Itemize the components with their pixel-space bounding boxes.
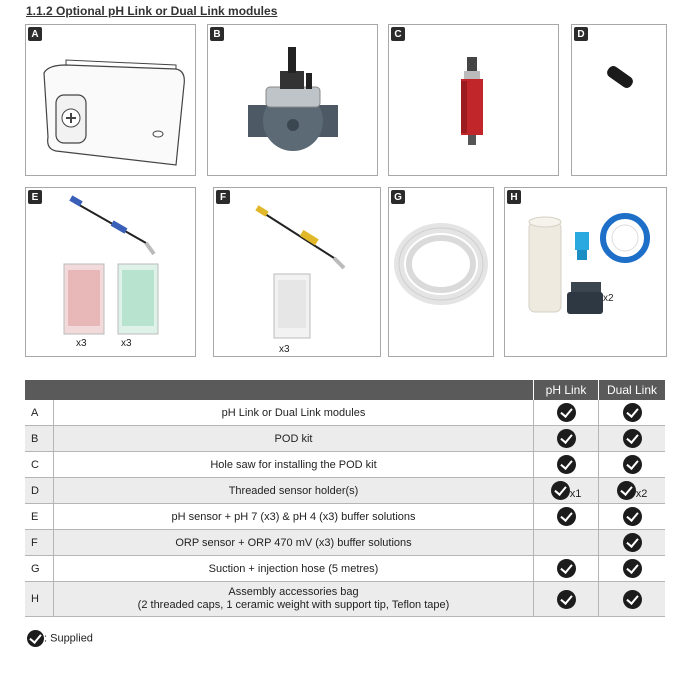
- panel-f: [213, 187, 381, 357]
- legend-text: : Supplied: [44, 632, 93, 645]
- row-description: [54, 582, 534, 617]
- quantity-label: x1: [569, 488, 582, 500]
- row-letter: G: [25, 556, 54, 582]
- check-circle-icon: [27, 630, 44, 647]
- ph-link-cell: [534, 556, 599, 582]
- row-letter: E: [25, 504, 54, 530]
- ph-link-cell: [534, 582, 599, 617]
- row-letter: F: [25, 530, 54, 556]
- dual-link-cell: [599, 556, 666, 582]
- dual-link-cell: [599, 530, 666, 556]
- check-circle-icon: [623, 507, 642, 526]
- row-letter: A: [25, 400, 54, 426]
- module-housing-image: [26, 25, 195, 175]
- check-circle-icon: [557, 559, 576, 578]
- row-letter: C: [25, 452, 54, 478]
- check-circle-icon: [557, 403, 576, 422]
- row-description: pH sensor + pH 7 (x3) & pH 4 (x3) buffer solutions: [54, 504, 534, 530]
- orp-sensor-image: [214, 188, 380, 356]
- table-row: [25, 478, 665, 504]
- row-description: Hole saw for installing the POD kit: [54, 452, 534, 478]
- ph-link-cell: [534, 530, 599, 556]
- sensor-holder-image: [572, 25, 666, 175]
- table-row: [25, 530, 665, 556]
- check-circle-icon: [623, 455, 642, 474]
- dual-link-cell: [599, 452, 666, 478]
- row-letter: H: [25, 582, 54, 617]
- dual-link-cell: [599, 478, 666, 504]
- table-row: [25, 426, 665, 452]
- ph-link-cell: [534, 400, 599, 426]
- ph-sensor-image: [26, 188, 195, 356]
- dual-link-cell: [599, 582, 666, 617]
- panel-g: [388, 187, 494, 357]
- table-row: [25, 504, 665, 530]
- parts-table: [25, 380, 665, 617]
- ph-link-cell: [534, 452, 599, 478]
- panel-letter: D: [574, 27, 588, 41]
- header-ph-link: pH Link: [534, 380, 599, 400]
- table-row: [25, 452, 665, 478]
- panel-h: [504, 187, 667, 357]
- row-description: pH Link or Dual Link modules: [54, 400, 534, 426]
- check-circle-icon: [557, 507, 576, 526]
- check-circle-icon: [551, 481, 570, 500]
- check-circle-icon: [623, 429, 642, 448]
- quantity-caption: x3: [121, 338, 132, 349]
- panel-b: [207, 24, 378, 176]
- row-description: ORP sensor + ORP 470 mV (x3) buffer solutions: [54, 530, 534, 556]
- row-description: Suction + injection hose (5 metres): [54, 556, 534, 582]
- check-circle-icon: [623, 559, 642, 578]
- pod-kit-image: [208, 25, 377, 175]
- ph-link-cell: [534, 478, 599, 504]
- ph-link-cell: [534, 504, 599, 530]
- panel-e: [25, 187, 196, 357]
- row-description: Threaded sensor holder(s): [54, 478, 534, 504]
- panel-a: [25, 24, 196, 176]
- dual-link-cell: [599, 400, 666, 426]
- row-description: POD kit: [54, 426, 534, 452]
- dual-link-cell: [599, 504, 666, 530]
- panel-letter: E: [28, 190, 42, 204]
- check-circle-icon: [557, 429, 576, 448]
- row-description-line: (2 threaded caps, 1 ceramic weight with support tip, Teflon tape): [137, 599, 450, 611]
- panel-c: [388, 24, 559, 176]
- panel-d: [571, 24, 667, 176]
- check-circle-icon: [617, 481, 636, 500]
- panel-letter: B: [210, 27, 224, 41]
- quantity-caption: x2: [603, 293, 614, 304]
- panel-letter: G: [391, 190, 405, 204]
- ph-link-cell: [534, 426, 599, 452]
- panel-letter: A: [28, 27, 42, 41]
- table-row: [25, 400, 665, 426]
- table-row: [25, 556, 665, 582]
- row-letter: D: [25, 478, 54, 504]
- quantity-caption: x3: [76, 338, 87, 349]
- section-title: 1.1.2 Optional pH Link or Dual Link modules: [26, 4, 278, 18]
- row-description-line: Assembly accessories bag: [228, 586, 359, 598]
- panel-letter: C: [391, 27, 405, 41]
- quantity-caption: x3: [279, 344, 290, 355]
- quantity-label: x2: [635, 488, 648, 500]
- hole-saw-image: [389, 25, 558, 175]
- header-dual-link: Dual Link: [599, 380, 666, 400]
- check-circle-icon: [623, 403, 642, 422]
- table-row: [25, 582, 665, 617]
- legend: [27, 630, 93, 647]
- check-circle-icon: [557, 455, 576, 474]
- panel-letter: F: [216, 190, 230, 204]
- check-circle-icon: [623, 590, 642, 609]
- check-circle-icon: [623, 533, 642, 552]
- dual-link-cell: [599, 426, 666, 452]
- table-header-row: [25, 380, 665, 400]
- header-blank: [25, 380, 534, 400]
- check-circle-icon: [557, 590, 576, 609]
- row-letter: B: [25, 426, 54, 452]
- hose-image: [389, 188, 493, 356]
- accessories-bag-image: [505, 188, 666, 356]
- panel-letter: H: [507, 190, 521, 204]
